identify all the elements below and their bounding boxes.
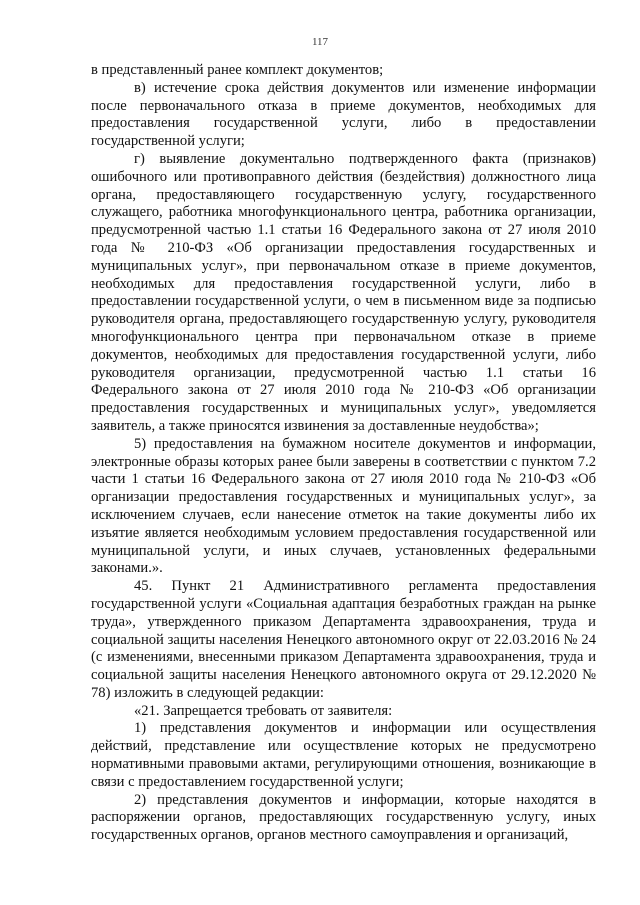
paragraph: в представленный ранее комплект документов; — [91, 62, 384, 78]
paragraph: 5) предоставления на бумажном носителе документов и информации, электронные образы которых ранее были заверены в соответствии с пунктом 7.2 части 1 статьи 16 Федерального закона от 27 июля 2010 года № 210-ФЗ «Об организации предоставления государственных и муниципальных услуг», за исключением случаев, если нанесение отметок на такие документы либо их изъятие является необходимым условием предоставления государственной или муниципальной услуги, и иных случаев, установленных федеральными законами.». — [91, 435, 596, 577]
paragraph: «21. Запрещается требовать от заявителя: — [134, 702, 393, 719]
page-number: 117 — [311, 36, 329, 48]
paragraph: 45. Пункт 21 Административного регламента предоставления государственной услуги «Социальная адаптация безработных граждан на рынке труда», утвержденного приказом Департамента здравоохранения, труда и социальной защиты населения Ненецкого автономного округ от 22.03.2016 № 24 (с изменениями, внесенными приказом Департамента здравоохранения, труда и социальной защиты населения Ненецкого автономного округа от 29.12.2020 № 78) изложить в следующей редакции: — [91, 578, 596, 701]
paragraph: в) истечение срока действия документов или изменение информации после первоначального отказа в приеме документов, необходимых для предоставления государственной услуги, либо в предоставлении государственной услуги; — [91, 79, 596, 150]
document-body — [91, 62, 596, 845]
paragraph: г) выявление документально подтвержденного факта (признаков) ошибочного или противоправного действия (бездействия) должностного лица органа, предоставляющего государственную услугу, государственного служащего, работника многофункционального центра, работника организации, предусмотренной частью 1.1 статьи 16 Федерального закона от 27 июля 2010 года № 210-ФЗ «Об организации предоставления государственных и муниципальных услуг», при первоначальном отказе в приеме документов, необходимых для предоставления государственной услуги, либо в предоставлении государственной услуги, о чем в письменном виде за подписью руководителя органа, предоставляющего государственную услугу, руководителя многофункционального центра при первоначальном отказе в приеме документов, необходимых для предоставления государственной услуги, либо руководителя организации, предусмотренной частью 1.1 статьи 16 Федерального закона от 27 июля 2010 года № 210-ФЗ «Об организации предоставления государственных и муниципальных услуг», уведомляется заявитель, а также приносятся извинения за доставленные неудобства»; — [91, 150, 596, 434]
paragraph: 2) представления документов и информации, которые находятся в распоряжении органов, предоставляющих государственную услугу, иных государственных органов, органов местного самоуправления и организаций, — [91, 791, 596, 844]
paragraph: 1) представления документов и информации или осуществления действий, представление или осуществление которых не предусмотрено нормативными правовыми актами, регулирующими отношения, возникающие в связи с предоставлением государственной услуги; — [91, 720, 596, 790]
